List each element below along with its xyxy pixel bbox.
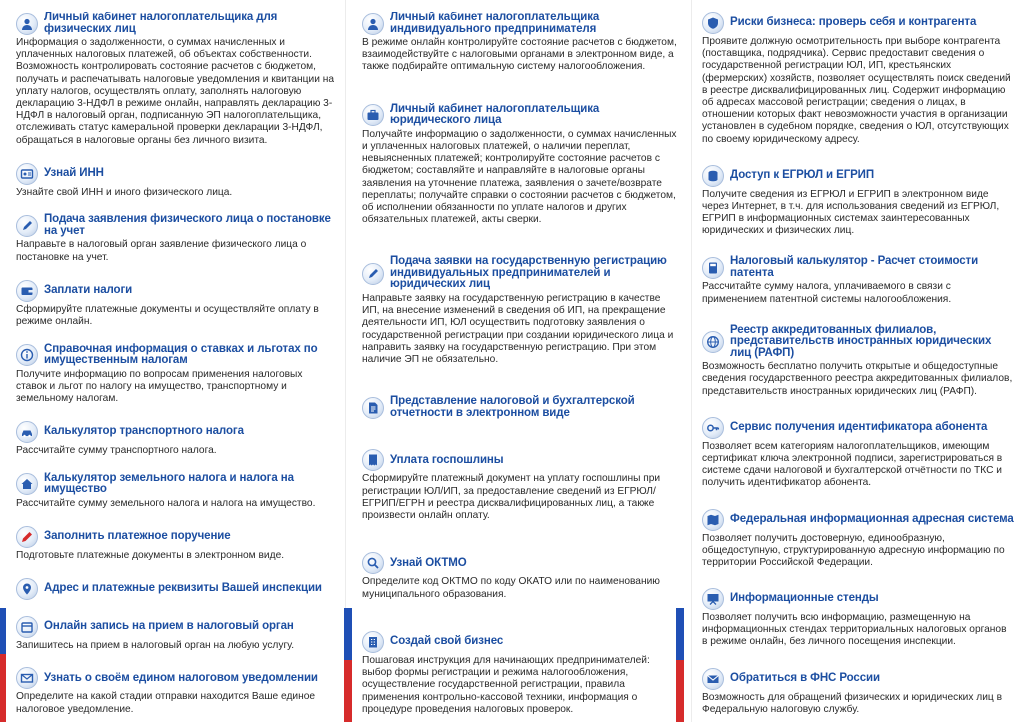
service-description: Проявите должную осмотрительность при выборе контрагента (поставщика, подрядчика). Сервис предоставит сведения о государственной регистрации ЮЛ, ИП, крестьянских (фермерских) хозяйств, позволяет осуществлять поиск сведений в реестре дисквалифицированных лиц. Содержит информацию об адресах массовой регистрации; сведения о лицах, в отношении которых факт невозможности участия в организации установлен в судебном порядке, сведения о ЮЛ, отсутствующих по своему юридическому адресу. [702,36,1011,145]
service-item-header [16,12,334,35]
service-item-header [16,578,334,600]
service-item-header [16,616,334,638]
service-description: Получайте информацию о задолженности, о суммах начисленных и уплаченных налоговых платежей, о наличии переплат, невыясненных платежей; контролируйте состояние расчетов с бюджетом; составляйте и направляйте в налоговые органы заявления на уточнение платежа, заявления о зачете/возврате переплаты; получайте справки о состоянии расчетов с бюджетом, об исполнении обязанности по уплате налогов и других обязательных платежей, акты сверки. [362,128,677,226]
service-description: Сформируйте платежный документ на уплату госпошлины при регистрации ЮЛ/ИП, за предоставление сведений из ЕГРЮЛ/ЕГРИП/ЕГРН и реестра дисквалифицированных лиц, а также произвести онлайн оплату. [362,473,661,522]
service-description: Получите сведения из ЕГРЮЛ и ЕГРИП в электронном виде через Интернет, в т.ч. для использования сведений из ЕГРЮЛ, ЕГРИП в информационных системах заинтересованных юридических и физических лиц. [702,188,1000,237]
service-item[interactable] [362,631,680,716]
service-item[interactable] [16,421,334,457]
calendar-icon [16,616,38,638]
pencil-icon [16,526,38,548]
building-icon [362,631,384,653]
column-right [702,12,1014,718]
service-item[interactable] [16,578,334,600]
id-card-icon [16,163,38,185]
service-title[interactable]: Личный кабинет налогоплательщика юридического лица [390,102,600,127]
service-title[interactable]: Представление налоговой и бухгалтерской отчетности в электронном виде [390,395,635,419]
service-title[interactable]: Заполнить платежное поручение [44,530,231,543]
service-description: Возможность бесплатно получить открытые и общедоступные сведения государственного реестра аккредитованных филиалов, представительств иностранных юридических лиц (РАФП). [702,361,1013,397]
service-item-header [362,256,680,291]
service-description: Рассчитайте сумму налога, уплачиваемого в связи с применением патентной системы налогообложения. [702,281,952,305]
document-icon [362,397,384,419]
person-icon [16,13,38,35]
service-title[interactable]: Подача заявления физического лица о постановке на учет [44,213,331,237]
service-title[interactable]: Налоговый калькулятор - Расчет стоимости патента [730,255,979,279]
service-item-header [702,668,1014,690]
service-item[interactable] [362,256,680,366]
service-description: Пошаговая инструкция для начинающих предпринимателей: выбор формы регистрации и режима налогообложения, осуществление государственной регистрации, правила применения контрольно-кассовой техники, информация о процедуре проведения налоговых проверок. [362,654,650,715]
column-left [16,12,334,718]
service-item-header [16,473,334,496]
service-title[interactable]: Доступ к ЕГРЮЛ и ЕГРИП [730,168,875,181]
search-icon [362,552,384,574]
service-item-header [16,667,334,689]
database-icon [702,165,724,187]
globe-icon [702,331,724,353]
service-item[interactable] [362,396,680,419]
service-item-header [702,12,1014,34]
service-title[interactable]: Узнай ОКТМО [390,556,467,569]
service-description: Узнайте свой ИНН и иного физического лица. [16,186,233,198]
service-item-header [702,509,1014,531]
service-title[interactable]: Личный кабинет налогоплательщика индивидуального предпринимателя [390,12,600,35]
service-title[interactable]: Заплати налоги [44,283,133,296]
service-title[interactable]: Информационные стенды [730,592,879,605]
service-item-header [362,104,680,127]
service-item[interactable] [16,12,334,147]
decor-red-stripe-mid [344,660,352,722]
service-description: Направьте заявку на государственную регистрацию в качестве ИП, на внесение изменений в сведения об ИП, на прекращение деятельности ИП, ЮЛ осуществить подготовку заявления о государственной регистрации при создании юридического лица и направить заявку на государственную регистрацию. При этом наличие ЭП не обязательно. [362,292,674,365]
service-title[interactable]: Адрес и платежные реквизиты Вашей инспекции [44,582,322,595]
service-item-header [16,163,334,185]
service-description: Получите информацию по вопросам применения налоговых ставок и льгот по налогу на имущество, транспортному и земельному налогам. [16,368,303,405]
calculator-icon [702,257,724,279]
service-title[interactable]: Риски бизнеса: проверь себя и контрагента [730,16,977,29]
service-item-header [362,449,680,471]
decor-blue-stripe-left [0,608,6,654]
person-icon [362,13,384,35]
column-middle [362,12,680,718]
service-item[interactable] [16,163,334,199]
service-item[interactable] [16,473,334,510]
service-description: Возможность для обращений физических и юридических лиц в Федеральную налоговую службу. [702,691,1002,715]
board-icon [702,588,724,610]
service-item[interactable] [702,417,1014,490]
service-description: Сформируйте платежные документы и осуществляйте оплату в режиме онлайн. [16,303,319,327]
briefcase-icon [362,104,384,126]
service-item[interactable] [16,280,334,328]
info-icon [16,344,38,366]
service-title[interactable]: Создай свой бизнес [390,635,504,648]
envelope-icon [16,667,38,689]
service-title[interactable]: Федеральная информационная адресная система [730,512,1014,525]
service-item[interactable] [16,214,334,263]
decor-blue-stripe-mid [344,608,352,660]
service-description: Подготовьте платежные документы в электронном виде. [16,549,285,561]
service-item[interactable] [702,256,1014,305]
service-item-header [702,325,1014,360]
service-item[interactable] [702,668,1014,716]
service-description: Направьте в налоговый орган заявление физического лица о постановке на учет. [16,239,307,263]
service-title[interactable]: Калькулятор транспортного налога [44,425,244,438]
service-item[interactable] [16,526,334,562]
service-item-header [16,280,334,302]
pen-icon [362,263,384,285]
service-item[interactable] [362,12,680,74]
service-description: Информация о задолженности, о суммах начисленных и уплаченных налоговых платежей, об объектах собственности. Возможность контролировать состояние расчетов с бюджетом, получать и распечатывать налоговые уведомления и квитанции на уплату налогов, осуществлять оплату, заполнять налоговую декларацию 3-НДФЛ в режиме онлайн, направлять декларацию 3-НДФЛ в налоговый орган, подписанную ЭП налогоплательщика, отслеживать статус камеральной проверки декларации 3-НДФЛ, обращаться в налоговые органы без личного визита. [16,37,334,146]
decor-red-stripe-left [0,654,6,722]
service-description: Рассчитайте сумму земельного налога и налога на имущество. [16,497,316,509]
service-item[interactable] [16,667,334,715]
service-item[interactable] [702,165,1014,238]
fold-line-2 [691,0,692,722]
service-title[interactable]: Реестр аккредитованных филиалов, представительств иностранных юридических лиц (РАФП) [730,323,992,359]
service-item[interactable] [702,325,1014,398]
service-title[interactable]: Калькулятор земельного налога и налога на имущество [44,471,294,496]
pen-icon [16,215,38,237]
shield-icon [702,12,724,34]
service-item[interactable] [362,449,680,522]
mail-icon [702,668,724,690]
service-title[interactable]: Справочная информация о ставках и льготах по имущественным налогам [44,342,318,367]
service-description: В режиме онлайн контролируйте состояние расчетов с бюджетом, взаимодействуйте с налоговыми органами в электронном виде, а также подбирайте оптимальную систему налогообложения. [362,37,677,73]
service-item-header [16,526,334,548]
service-description: Позволяет получить достоверную, единообразную, общедоступную, структурированную адресную информацию по территории Российской Федерации. [702,532,1005,568]
service-item[interactable] [362,104,680,227]
service-title[interactable]: Подача заявки на государственную регистрацию индивидуальных предпринимателей и юридических лиц [390,255,667,291]
service-item-header [16,214,334,237]
service-title[interactable]: Онлайн запись на прием в налоговый орган [44,619,294,632]
service-title[interactable]: Сервис получения идентификатора абонента [730,421,988,434]
service-item-header [16,344,334,367]
service-item-header [362,12,680,35]
service-description: Позволяет всем категориям налогоплательщиков, имеющим сертификат ключа электронной подписи, зарегистрироваться в системе сдачи налоговой и бухгалтерской отчётности по ТКС и получить идентификатор абонента. [702,440,1003,489]
service-item-header [702,165,1014,187]
wallet-icon [16,280,38,302]
service-item-header [362,396,680,419]
service-item[interactable] [16,616,334,652]
service-description: Рассчитайте сумму транспортного налога. [16,445,217,457]
service-item-header [702,588,1014,610]
service-item-header [362,552,680,574]
service-description: Позволяет получить всю информацию, размещенную на информационных стендах территориальных налоговых органов в режиме онлайн, без личного посещения инспекции. [702,612,1007,648]
service-item[interactable] [702,12,1014,146]
service-title[interactable]: Узнай ИНН [44,166,104,179]
service-item[interactable] [362,552,680,600]
car-icon [16,421,38,443]
service-description: Определите на какой стадии отправки находится Ваше единое налоговое уведомление. [16,691,316,715]
service-description: Определите код ОКТМО по коду ОКАТО или по наименованию муниципального образования. [362,576,660,600]
service-title[interactable]: Личный кабинет налогоплательщика для физических лиц [44,12,278,35]
service-item[interactable] [702,509,1014,570]
service-item-header [16,421,334,443]
receipt-icon [362,449,384,471]
service-item[interactable] [702,588,1014,649]
service-item-header [362,631,680,653]
service-item-header [702,256,1014,279]
house-icon [16,473,38,495]
service-description: Запишитесь на прием в налоговый орган на любую услугу. [16,639,295,651]
service-item-header [702,417,1014,439]
key-icon [702,417,724,439]
map-icon [702,509,724,531]
service-title[interactable]: Узнать о своём едином налоговом уведомлении [44,671,318,684]
location-icon [16,578,38,600]
service-title[interactable]: Уплата госпошлины [390,453,504,466]
service-item[interactable] [16,344,334,406]
service-title[interactable]: Обратиться в ФНС России [730,671,880,684]
